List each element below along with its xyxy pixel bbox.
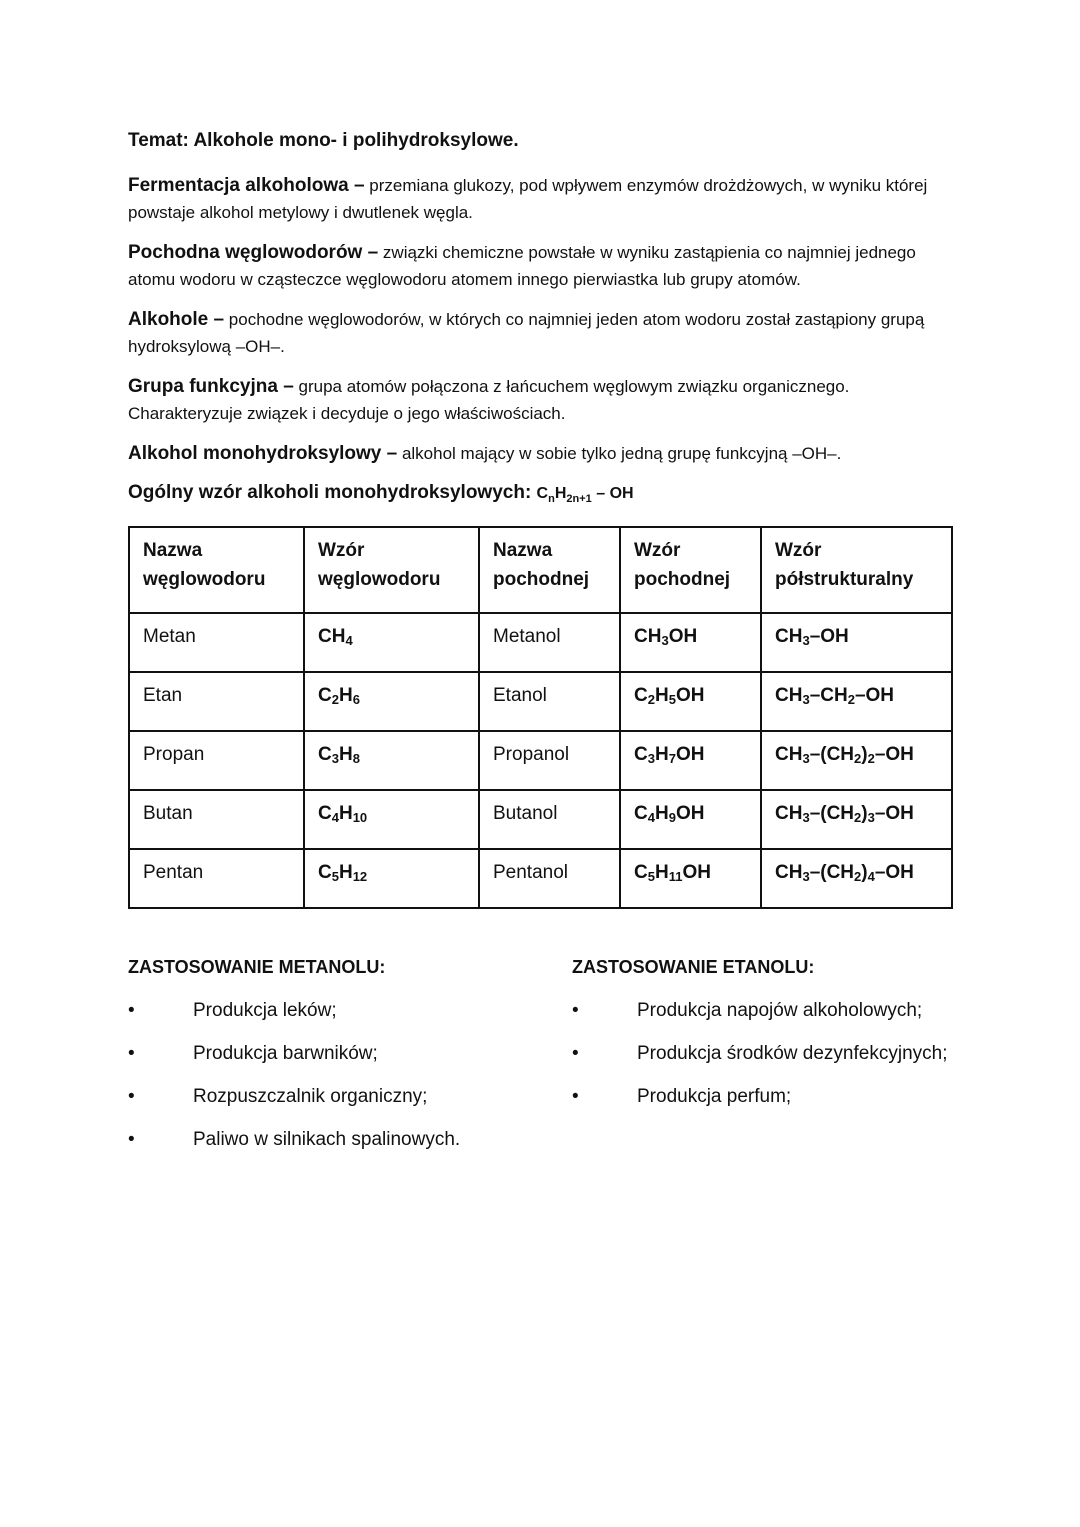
formula-subscript: 12 <box>352 869 368 885</box>
formula-subscript: 9 <box>668 810 676 826</box>
formula-cell <box>620 613 761 672</box>
formula-subscript: 3 <box>802 810 810 826</box>
formula-subscript: 4 <box>345 633 353 649</box>
ethanol-uses-heading: ZASTOSOWANIE ETANOLU: <box>572 957 815 977</box>
formula-part: C <box>634 803 648 825</box>
formula-part: C <box>634 685 648 707</box>
page-title: Temat: Alkohole mono- i polihydroksylowe. <box>128 130 519 151</box>
definition <box>128 440 958 467</box>
bullet-icon: • <box>572 1043 579 1064</box>
formula-subscript: 3 <box>661 633 669 649</box>
formula-subscript: 2 <box>854 810 862 826</box>
formula-part: H <box>654 744 669 766</box>
general-formula-expression <box>536 485 634 506</box>
formula-part: CH <box>775 685 803 707</box>
formula-part: –CH <box>809 685 848 707</box>
list-item <box>572 1083 972 1111</box>
definition-text: alkohol mający w sobie tylko jedną grupę funkcyjną –OH–. <box>397 444 842 463</box>
table-body <box>129 613 952 908</box>
definition-text: związki chemiczne powstałe w wyniku zastąpienia co najmniej jednego atomu wodoru w cząsteczce węglowodoru atomem innego pierwiastka lub grupy atomów. <box>128 243 916 289</box>
ethanol-uses <box>572 955 972 1126</box>
formula-subscript: 3 <box>331 751 339 767</box>
formula-part: CH <box>775 626 803 648</box>
formula-cell <box>761 731 952 790</box>
formula-part: H <box>338 685 353 707</box>
definition-term: Fermentacja alkoholowa – <box>128 175 365 196</box>
table-row <box>129 613 952 672</box>
definition-text: pochodne węglowodorów, w których co najmniej jeden atom wodoru został zastąpiony grupą hydroksylową –OH–. <box>128 310 925 356</box>
table-row <box>129 849 952 908</box>
list-item-text: Produkcja środków dezynfekcyjnych; <box>637 1043 948 1064</box>
formula-subscript: 3 <box>802 692 810 708</box>
formula-subscript: 2 <box>847 692 855 708</box>
list-item <box>128 997 528 1025</box>
formula-subscript: 3 <box>802 751 810 767</box>
list-item <box>572 997 972 1025</box>
table-row <box>129 672 952 731</box>
formula-part: OH <box>675 803 705 825</box>
formula-part: C <box>634 862 648 884</box>
methanol-uses-heading: ZASTOSOWANIE METANOLU: <box>128 957 386 977</box>
formula-cell <box>761 613 952 672</box>
formula-part: C <box>318 862 332 884</box>
list-item <box>128 1083 528 1111</box>
bullet-icon: • <box>572 1086 579 1107</box>
column-header: Nazwa pochodnej <box>479 527 620 613</box>
definition-term: Pochodna węglowodorów – <box>128 242 379 263</box>
general-formula <box>128 480 958 512</box>
formula-cell <box>761 672 952 731</box>
formula-part: C <box>318 685 332 707</box>
list-item <box>572 1040 972 1068</box>
definition-term: Alkohol monohydroksylowy – <box>128 443 398 464</box>
formula-cell <box>304 672 479 731</box>
formula-subscript: 5 <box>647 869 655 885</box>
formula-part: CH <box>775 862 803 884</box>
column-header: Wzór półstrukturalny <box>761 527 952 613</box>
formula-cell <box>620 849 761 908</box>
bullet-icon: • <box>128 1129 135 1150</box>
formula-subscript: 4 <box>867 869 875 885</box>
formula-subscript: 2 <box>854 751 862 767</box>
definition <box>128 306 958 360</box>
bullet-icon: • <box>128 1043 135 1064</box>
formula-part: –OH <box>809 626 849 648</box>
formula-subscript: 2 <box>854 869 862 885</box>
formula-sub: n <box>548 493 555 506</box>
table-cell: Metan <box>129 613 304 672</box>
list-item-text: Paliwo w silnikach spalinowych. <box>193 1129 461 1150</box>
formula-part: C <box>318 803 332 825</box>
formula-subscript: 2 <box>647 692 655 708</box>
table-header-row <box>129 527 952 613</box>
ethanol-uses-list <box>572 997 972 1111</box>
methanol-uses <box>128 955 528 1169</box>
formula-part: –OH <box>874 803 914 825</box>
formula-subscript: 8 <box>352 751 360 767</box>
formula-cell <box>304 790 479 849</box>
formula-part: C <box>318 744 332 766</box>
formula-part: H <box>654 862 669 884</box>
table-cell: Pentan <box>129 849 304 908</box>
formula-cell <box>620 731 761 790</box>
table-cell: Etan <box>129 672 304 731</box>
formula-cell <box>304 731 479 790</box>
bullet-icon: • <box>572 1000 579 1021</box>
column-header: Nazwa węglowodoru <box>129 527 304 613</box>
formula-subscript: 3 <box>802 869 810 885</box>
hydrocarbons-table <box>128 526 953 909</box>
formula-subscript: 3 <box>802 633 810 649</box>
formula-subscript: 3 <box>867 810 875 826</box>
formula-part: CH <box>318 626 346 648</box>
formula-subscript: 4 <box>647 810 655 826</box>
table-cell: Propan <box>129 731 304 790</box>
document-page <box>128 128 958 909</box>
formula-part: –(CH <box>809 803 855 825</box>
formula-part: C <box>634 744 648 766</box>
list-item-text: Produkcja leków; <box>193 1000 337 1021</box>
formula-part: CH <box>634 626 662 648</box>
formula-part: ) <box>861 862 868 884</box>
table-row <box>129 731 952 790</box>
formula-part: OH <box>682 862 711 884</box>
formula-cell <box>620 790 761 849</box>
formula-part: –OH <box>854 685 895 707</box>
definition <box>128 239 958 293</box>
definition-term: Grupa funkcyjna – <box>128 376 294 397</box>
formula-part: –(CH <box>809 862 855 884</box>
formula-part: H <box>338 803 353 825</box>
column-header: Wzór pochodnej <box>620 527 761 613</box>
table-cell: Butan <box>129 790 304 849</box>
table-row <box>129 790 952 849</box>
general-formula-label: Ogólny wzór alkoholi monohydroksylowych: <box>128 482 537 503</box>
formula-subscript: 2 <box>331 692 339 708</box>
formula-subscript: 4 <box>331 810 339 826</box>
list-item-text: Produkcja perfum; <box>637 1086 792 1107</box>
formula-part: CH <box>775 803 803 825</box>
formula-part: – OH <box>591 485 634 502</box>
bullet-icon: • <box>128 1086 135 1107</box>
formula-part: H <box>554 485 567 502</box>
formula-part: OH <box>675 744 705 766</box>
formula-subscript: 10 <box>352 810 368 826</box>
formula-part: C <box>536 485 549 502</box>
formula-part: –OH <box>874 744 914 766</box>
formula-part: H <box>338 744 353 766</box>
definition-term: Alkohole – <box>128 309 225 330</box>
list-item-text: Produkcja napojów alkoholowych; <box>637 1000 923 1021</box>
formula-part: CH <box>775 744 803 766</box>
bullet-icon: • <box>128 1000 135 1021</box>
definition-text: grupa atomów połączona z łańcuchem węglowym związku organicznego. Charakteryzuje związek i decyduje o jego właściwościach. <box>128 377 850 423</box>
list-item-text: Rozpuszczalnik organiczny; <box>193 1086 428 1107</box>
column-header: Wzór węglowodoru <box>304 527 479 613</box>
table-cell: Etanol <box>479 672 620 731</box>
formula-cell <box>761 849 952 908</box>
formula-cell <box>304 849 479 908</box>
list-item <box>128 1126 528 1154</box>
table-cell: Propanol <box>479 731 620 790</box>
formula-subscript: 5 <box>668 692 676 708</box>
formula-part: H <box>338 862 353 884</box>
formula-subscript: 3 <box>647 751 655 767</box>
formula-subscript: 2 <box>867 751 875 767</box>
formula-cell <box>304 613 479 672</box>
formula-cell <box>620 672 761 731</box>
formula-part: OH <box>668 626 698 648</box>
formula-subscript: 11 <box>668 869 683 885</box>
formula-part: –(CH <box>809 744 855 766</box>
table-cell: Butanol <box>479 790 620 849</box>
formula-subscript: 7 <box>668 751 676 767</box>
formula-part: ) <box>861 803 868 825</box>
formula-part: OH <box>675 685 705 707</box>
list-item-text: Produkcja barwników; <box>193 1043 378 1064</box>
definition <box>128 373 958 427</box>
formula-part: –OH <box>874 862 914 884</box>
definition <box>128 172 958 226</box>
definition-text: przemiana glukozy, pod wpływem enzymów drożdżowych, w wyniku której powstaje alkohol metylowy i dwutlenek węgla. <box>128 176 928 222</box>
table-cell: Metanol <box>479 613 620 672</box>
formula-subscript: 5 <box>331 869 339 885</box>
formula-sub: 2n+1 <box>566 493 592 506</box>
list-item <box>128 1040 528 1068</box>
formula-cell <box>761 790 952 849</box>
table-cell: Pentanol <box>479 849 620 908</box>
methanol-uses-list <box>128 997 528 1154</box>
definitions <box>128 172 958 467</box>
formula-part: ) <box>861 744 868 766</box>
formula-part: H <box>654 803 669 825</box>
formula-part: H <box>654 685 669 707</box>
formula-subscript: 6 <box>352 692 360 708</box>
